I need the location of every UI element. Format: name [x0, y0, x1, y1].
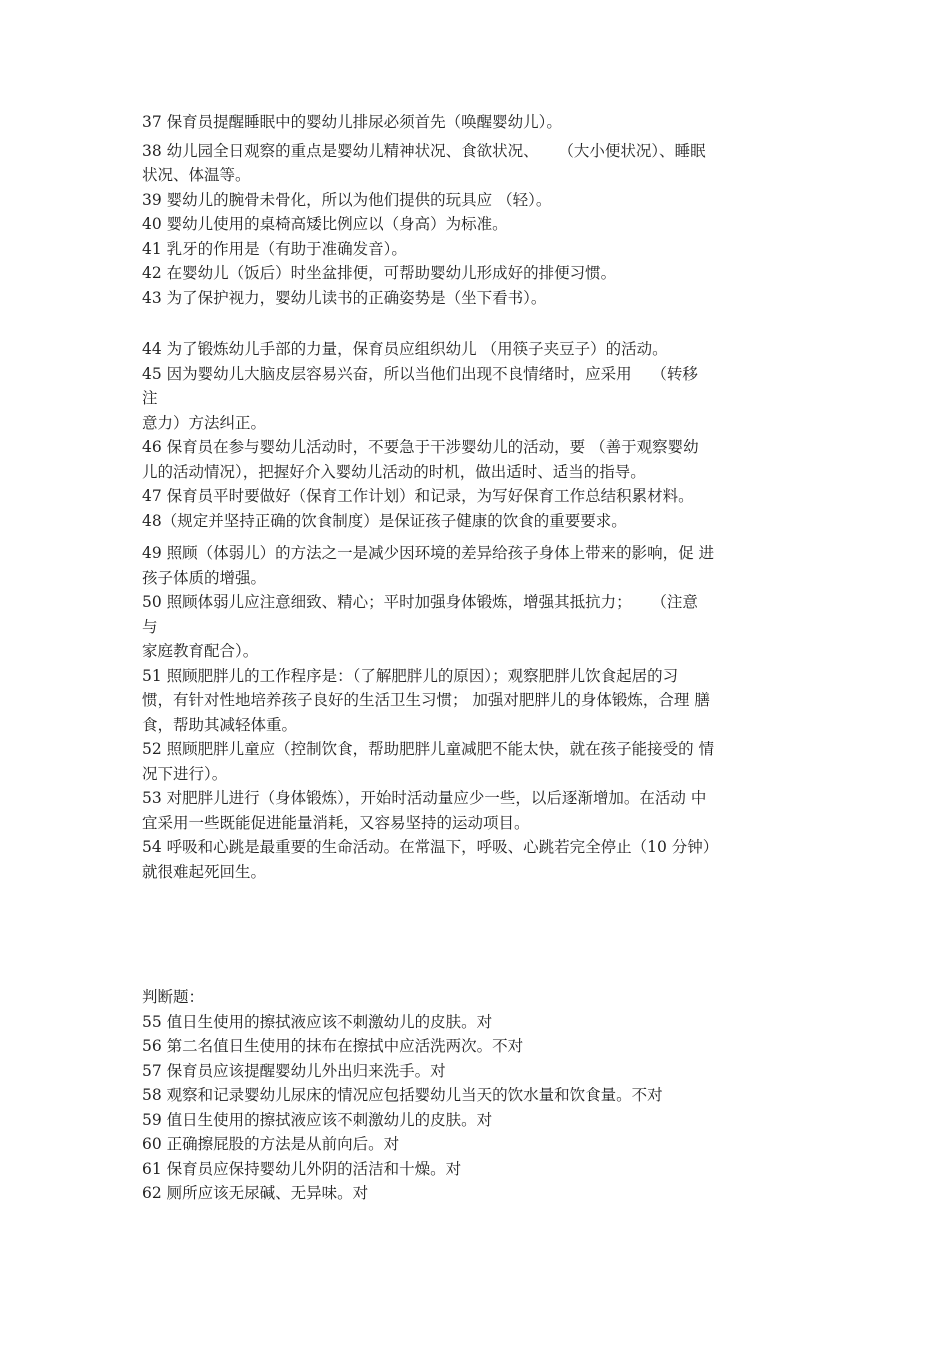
judgement-item: 58 观察和记录婴幼儿尿床的情况应包括婴幼儿当天的饮水量和饮食量。不对	[142, 1086, 663, 1104]
question-line: 宜采用一些既能促进能量消耗，又容易坚持的运动项目。	[142, 813, 530, 832]
judgement-item: 62 厕所应该无尿碱、无异味。对	[142, 1184, 369, 1202]
question-line: 49 照顾（体弱儿）的方法之一是减少因环境的差异给孩子身体上带来的影响，促 进	[142, 544, 715, 562]
judgement-item: 61 保育员应保持婴幼儿外阴的活洁和十燥。对	[142, 1159, 462, 1178]
question-42	[142, 261, 812, 286]
section-heading: 判断题：	[142, 988, 205, 1006]
question-line: 注	[142, 389, 158, 407]
judgement-item: 60 正确擦屁股的方法是从前向后。对	[142, 1135, 400, 1153]
question-line: 43 为了保护视力，婴幼儿读书的正确姿势是（坐下看书）。	[142, 288, 547, 307]
question-line: 37 保育员提醒睡眠中的婴幼儿排尿必须首先（唤醒婴幼儿）。	[142, 113, 562, 131]
question-37	[142, 110, 812, 135]
question-line: 40 婴幼儿使用的桌椅高矮比例应以（身高）为标准。	[142, 215, 508, 233]
judgement-section	[142, 985, 812, 1206]
paragraph-gap	[142, 310, 812, 337]
question-line: 48（规定并坚持正确的饮食制度）是保证孩子健康的饮食的重要要求。	[142, 511, 627, 530]
question-line: 54 呼吸和心跳是最重要的生命活动。在常温下，呼吸、心跳若完全停止（10 分钟）	[142, 838, 719, 856]
question-line: 42 在婴幼儿（饭后）时坐盆排便，可帮助婴幼儿形成好的排便习惯。	[142, 264, 617, 282]
question-38	[142, 139, 812, 188]
question-line: 食，帮助其减轻体重。	[142, 715, 298, 734]
question-40	[142, 212, 812, 237]
judgement-item: 59 值日生使用的擦拭液应该不刺激幼儿的皮肤。对	[142, 1110, 493, 1129]
judgement-item: 56 第二名值日生使用的抹布在擦拭中应活洗两次。不对	[142, 1037, 524, 1055]
question-line: 况下进行）。	[142, 764, 228, 783]
question-line: 状况、体温等。	[142, 166, 251, 184]
question-51	[142, 664, 812, 738]
question-39	[142, 188, 812, 213]
question-52	[142, 737, 812, 786]
question-line: 就很难起死回生。	[142, 862, 267, 881]
question-45	[142, 362, 812, 436]
question-line: 与	[142, 617, 158, 636]
question-line: 46 保育员在参与婴幼儿活动时，不要急于干涉婴幼儿的活动，要 （善于观察婴幼	[142, 438, 699, 456]
question-line: 孩子体质的增强。	[142, 568, 267, 587]
fill-in-section	[142, 110, 812, 884]
question-47	[142, 484, 812, 509]
question-48	[142, 509, 812, 534]
question-line: 45 因为婴幼儿大脑皮层容易兴奋，所以当他们出现不良情绪时，应采用 （转移	[142, 364, 698, 383]
question-41	[142, 237, 812, 262]
question-44	[142, 337, 812, 362]
question-43	[142, 286, 812, 311]
question-49	[142, 541, 812, 590]
question-line: 44 为了锻炼幼儿手部的力量，保育员应组织幼儿 （用筷子夹豆子）的活动。	[142, 340, 668, 358]
question-46	[142, 435, 812, 484]
question-line: 家庭教育配合）。	[142, 642, 259, 660]
judgement-item: 55 值日生使用的擦拭液应该不刺激幼儿的皮肤。对	[142, 1012, 493, 1031]
question-line: 38 幼儿园全日观察的重点是婴幼儿精神状况、食欲状况、 （大小便状况）、睡眠	[142, 141, 706, 160]
question-line: 50 照顾体弱儿应注意细致、精心；平时加强身体锻炼，增强其抵抗力； （注意	[142, 593, 698, 611]
question-50	[142, 590, 812, 664]
question-line: 39 婴幼儿的腕骨未骨化，所以为他们提供的玩具应 （轻）。	[142, 190, 552, 209]
question-53	[142, 786, 812, 835]
question-54	[142, 835, 812, 884]
question-line: 惯，有针对性地培养孩子良好的生活卫生习惯； 加强对肥胖儿的身体锻炼，合理 膳	[142, 691, 710, 709]
question-line: 52 照顾肥胖儿童应（控制饮食，帮助肥胖儿童减肥不能太快，就在孩子能接受的 情	[142, 740, 715, 758]
question-line: 儿的活动情况），把握好介入婴幼儿活动的时机，做出适时、适当的指导。	[142, 462, 646, 481]
question-line: 意力）方法纠正。	[142, 413, 267, 432]
question-line: 51 照顾肥胖儿的工作程序是：（了解肥胖儿的原因）；观察肥胖儿饮食起居的习	[142, 666, 679, 685]
question-line: 41 乳牙的作用是（有助于准确发音）。	[142, 239, 407, 258]
question-line: 47 保育员平时要做好（保育工作计划）和记录，为写好保育工作总结积累材料。	[142, 487, 694, 505]
paragraph-gap	[142, 533, 812, 541]
judgement-item: 57 保育员应该提醒婴幼儿外出归来洗手。对	[142, 1061, 446, 1080]
question-line: 53 对肥胖儿进行（身体锻炼），开始时活动量应少一些，以后逐渐增加。在活动 中	[142, 789, 707, 807]
